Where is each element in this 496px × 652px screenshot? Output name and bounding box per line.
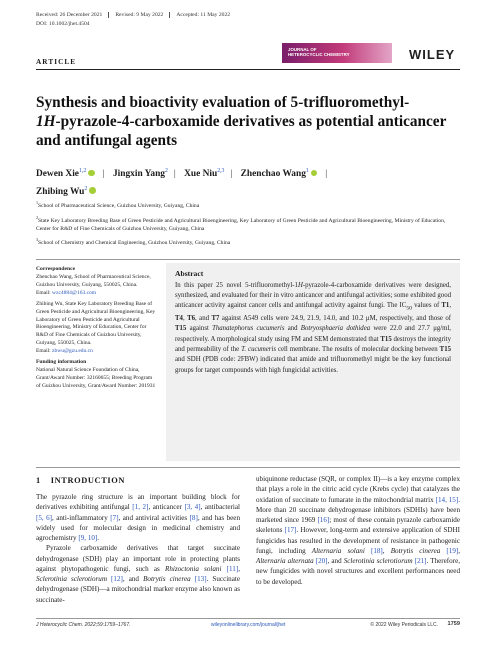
abstract-box — [166, 263, 460, 461]
intro-paragraph-3 — [256, 474, 460, 587]
publisher-logo: WILEY — [409, 47, 456, 62]
affiliation-list — [36, 199, 460, 251]
affil-sup: 1 — [36, 200, 38, 205]
text-seg: , — [238, 564, 240, 573]
section-title: INTRODUCTION — [50, 476, 126, 485]
author-separator: | — [325, 169, 328, 180]
author-5[interactable] — [36, 187, 98, 197]
text-seg: , anticancer — [148, 503, 185, 512]
compound-label: T1 — [441, 302, 450, 310]
text-seg: , — [382, 546, 391, 555]
email-link-1[interactable]: wzc4884@163.com — [52, 289, 97, 296]
affiliation-1 — [36, 199, 460, 210]
email-label: Email: — [36, 289, 51, 296]
compound-label: T7 — [211, 314, 220, 322]
intro-right-column — [256, 474, 460, 587]
title-italic: 1H — [36, 113, 56, 130]
citation-link[interactable]: [13] — [194, 575, 207, 583]
citation-link[interactable]: [5, 6] — [36, 513, 53, 522]
abstract-seg: against — [186, 325, 213, 333]
abstract-seg: and SDH (PDB code: 2FBW) indicated that amide and trifluoromethyl might be the key functional groups for target compounds with high fungicidal activities. — [175, 356, 451, 374]
correspondence-heading: Correspondence — [36, 266, 76, 272]
copyright-notice: © 2022 Wiley Periodicals LLC. — [370, 622, 438, 628]
abstract-seg: In this paper 25 novel 5-trifluoromethyl-1 — [175, 281, 298, 289]
citation-link[interactable]: [20] — [315, 557, 328, 565]
page-number: 1759 — [447, 621, 460, 627]
compound-label: T15 — [175, 325, 187, 333]
compound-label: T15 — [380, 335, 392, 343]
abstract-heading: Abstract — [175, 269, 204, 278]
affiliation-divider — [36, 259, 460, 260]
section-number: 1 — [36, 476, 41, 485]
text-seg: ; most of these contain pyrazole carboxamide skeletons — [256, 516, 460, 535]
text-seg: , and — [327, 557, 344, 565]
species-name: Botrytis cinerea — [390, 546, 441, 555]
dates-row — [36, 12, 460, 18]
text-seg: , — [458, 546, 461, 555]
article-dates-header — [36, 12, 460, 27]
citation-link[interactable]: [1, 2] — [132, 503, 149, 512]
text-seg: , anti-inflammatory — [52, 513, 111, 522]
affiliation-3 — [36, 236, 460, 247]
citation-link[interactable]: [18] — [370, 546, 383, 555]
correspondence-block — [36, 266, 158, 297]
section-heading — [36, 476, 125, 485]
author-separator: | — [102, 169, 105, 180]
abstract-seg: were 22.0 and 27.7 μg/ml, respectively. A morphological study using FM and SEM demonstrated that — [175, 325, 451, 343]
text-seg: , and has been widely used for molecular design in medicinal chemistry and agrochemistry — [36, 513, 241, 542]
affiliation-2 — [36, 214, 460, 233]
correspondence-2 — [36, 301, 158, 355]
author-affil-sup: 2 — [164, 168, 168, 174]
text-seg: , and — [122, 575, 144, 583]
email-label: Email: — [36, 347, 51, 354]
doi-link[interactable]: DOI: 10.1002/jhet.4504 — [36, 21, 90, 27]
text-seg: ubiquinone reductase (SQR, or complex II)—is a key enzyme complex that plays a role in the citric acid cycle (Krebs cycle) that catalyzes the oxidation of succinate to fumarate in the mitochondrial matrix — [256, 475, 460, 504]
author-1[interactable] — [36, 169, 97, 179]
citation-link[interactable]: [11] — [226, 564, 239, 573]
journal-url-link[interactable]: wileyonlinelibrary.com/journal/jhet — [211, 622, 286, 628]
citation-link[interactable]: [8] — [189, 513, 198, 522]
text-seg: . — [97, 534, 100, 542]
author-name: Zhenchao Wang — [240, 169, 306, 180]
orcid-icon[interactable] — [88, 170, 95, 177]
text-seg: . Therefore, new fungicides with novel structures and excellent performances need to be developed. — [256, 557, 460, 586]
citation-link[interactable]: [16] — [317, 516, 330, 524]
correspondence-text: Zhibing Wu, State Key Laboratory Breeding Base of Green Pesticide and Agricultural Bioengineering, Key Laboratory of Green Pesticide and Agricultural Bioengineering, Ministry of Education, Center for R&D of Fine Chemicals of Guizhou University, Guiyang, 550025, China. — [36, 301, 156, 346]
accepted-date: Accepted: 11 May 2022 — [176, 12, 231, 18]
compound-label: T6 — [187, 314, 196, 322]
abstract-seg: cell membrane. The results of molecular docking between — [276, 345, 440, 353]
correspondence-block-2 — [36, 301, 158, 355]
species-name: Sclerotinia sclerotiorum — [343, 557, 413, 565]
author-affil-sup: 1,2 — [78, 168, 87, 174]
received-date: Received: 26 December 2021 — [36, 12, 109, 18]
species-name: Botryosphaeria dothidea — [300, 325, 371, 333]
text-seg: The pyrazole ring structure is an important building block for derivatives exhibiting antifungal — [36, 493, 240, 512]
funding-heading: Funding information — [36, 359, 87, 366]
abstract-seg: and — [284, 325, 301, 333]
citation-link[interactable]: [19] — [446, 546, 459, 555]
abstract-seg: against A549 cells were 24.9, 21.9, 14.0, and 10.2 μM, respectively, and those of — [219, 314, 451, 322]
author-4[interactable] — [241, 169, 320, 179]
author-name: Jingxin Yang — [112, 169, 165, 180]
species-name: Botrytis cinerea — [143, 575, 191, 583]
revised-date: Revised: 9 May 2022 — [109, 12, 170, 18]
compound-label: T4 — [175, 314, 183, 322]
author-affil-sup: 1 — [305, 168, 309, 174]
abstract-seg: destroys the integrity and permeability of the — [175, 335, 452, 353]
author-separator: | — [173, 169, 176, 180]
intro-paragraph-1 — [36, 492, 240, 543]
species-name: Sclerotinia sclerotiorum — [36, 575, 107, 583]
author-name: Zhibing Wu — [36, 186, 85, 197]
species-name: T. cucumeris — [241, 345, 276, 353]
text-seg: . More than 20 succinate dehydrogenase inhibitors (SDHIs) have been marketed since 1969 — [256, 495, 460, 524]
text-seg: , antibacterial — [200, 503, 240, 512]
affil-text: State Key Laboratory Breeding Base of Green Pesticide and Agricultural Bioengineering, Key Laboratory of Green Pesticide and Agricultural Bioengineering, Ministry of Education, Center for R&D of Fine Chemicals of Guizhou University, Guiyang, China — [36, 217, 446, 232]
citation-link[interactable]: [14, 15] — [435, 495, 459, 504]
compound-label: T15 — [439, 345, 451, 353]
orcid-icon[interactable] — [311, 170, 318, 177]
species-name: Alternaria solani — [311, 546, 365, 555]
text-seg: . However, long-term and extensive application of SDHI fungicides has resulted in the development of resistance in pathogenic fungi, including — [256, 526, 460, 555]
species-name: Rhizoctonia solani — [165, 564, 222, 573]
affil-sup: 2 — [36, 214, 38, 220]
journal-logo — [282, 43, 392, 63]
text-seg: . Succinate dehydrogenase (SDH)—a mitochondrial marker enzyme also known as succinate- — [36, 575, 240, 604]
affil-text: School of Pharmaceutical Science, Guizhou University, Guiyang, China — [38, 202, 200, 209]
affil-text: School of Chemistry and Chemical Engineering, Guizhou University, Guiyang, China — [38, 240, 231, 247]
email-link-2[interactable]: zbwu@gzu.edu.cn — [52, 347, 93, 354]
footer-divider — [36, 618, 460, 619]
journal-citation: J Heterocyclic Chem. 2022;59:1759–1767. — [36, 622, 131, 628]
abstract-subscript: 50 — [406, 305, 412, 312]
article-type-label: ARTICLE — [36, 58, 77, 66]
citation-link[interactable]: [3, 4] — [184, 503, 201, 512]
author-affil-sup: 2,3 — [217, 168, 225, 174]
body-divider — [36, 467, 460, 468]
correspondence-text: Zhenchao Wang, School of Pharmaceutical Science, Guizhou University, Guiyang, 550025, China. — [36, 274, 151, 288]
journal-logo-text: JOURNAL OF HETEROCYCLIC CHEMISTRY — [288, 47, 350, 57]
title-part-2: -pyrazole-4-carboxamide derivatives as potential anticancer and antifungal agents — [36, 113, 447, 149]
funding-text: National Natural Science Foundation of China, Grant/Award Number: 32160655; Breeding Program of Guizhou University, Grant/Award Number: 201931 — [36, 367, 156, 389]
header-divider — [36, 69, 460, 70]
species-name: Alternaria alternata — [256, 557, 314, 565]
author-separator: | — [230, 169, 233, 180]
paper-title — [36, 93, 460, 150]
funding-block — [36, 359, 158, 390]
text-seg: , and antiviral activities — [118, 513, 190, 522]
author-affil-sup: 2 — [84, 185, 88, 192]
author-3[interactable] — [184, 169, 224, 179]
citation-link[interactable]: [7] — [110, 513, 119, 522]
citation-link[interactable]: [12] — [111, 575, 123, 583]
author-name: Dewen Xie — [36, 169, 79, 180]
title-part-1: Synthesis and bioactivity evaluation of 5-trifluoromethyl- — [36, 94, 410, 111]
orcid-icon[interactable] — [89, 187, 96, 194]
intro-left-column — [36, 492, 240, 605]
author-2[interactable] — [113, 169, 168, 179]
abstract-seg: values of — [411, 302, 442, 310]
correspondence-1 — [36, 274, 158, 297]
abstract-italic: H — [297, 281, 303, 289]
author-name: Xue Niu — [184, 169, 218, 180]
author-list — [36, 164, 460, 199]
abstract-text: In this paper 25 novel 5-trifluoromethyl-1H-pyrazole-4-carboxamide derivatives were designed, synthesized, and evaluated for their in vitro anticancer and antifungal activities; some exhibited good anticancer activity against cancer cells and antifungal activity against fungi. The $IC_{50}$ values of T1, T4, T6, and T7 against A549 cells were 24.9, 21.9, 14.0, and 10.2 μM, respectively, and those of T15 against Thanatephorus cucumeris and Botryosphaeria dothidea were 22.0 and 27.7 μg/ml, respectively. A morphological study using FM and SEM demonstrated that T15 destroys the integrity and permeability of the T. cucumeris cell membrane. The results of molecular docking between T15 and SDH (PDB code: 2FBW) indicated that amide and trifluoromethyl might be the key functional groups for target compounds with high fungicidal activities. — [175, 281, 452, 374]
citation-link[interactable]: [9, 10] — [78, 534, 98, 542]
species-name: Thanatephorus cucumeris — [212, 325, 285, 333]
citation-link[interactable]: [17] — [284, 526, 297, 535]
abstract-seg: -pyrazole-4-carboxamide derivatives were designed, synthesized, and evaluated for their in vitro anticancer and antifungal activities; some exhibited good anticancer activity against cancer cells and antifungal activity against fungi. The IC — [175, 281, 451, 310]
text-seg: Pyrazole carboxamide derivatives that target succinate dehydrogenase (SDH) play an important role in protecting plants against phytopathogenic fungi, such as — [36, 544, 240, 573]
intro-paragraph-2 — [36, 543, 240, 605]
citation-link[interactable]: [21] — [414, 557, 427, 565]
correspondence-sidebar — [36, 266, 158, 395]
affil-sup: 3 — [36, 237, 38, 243]
